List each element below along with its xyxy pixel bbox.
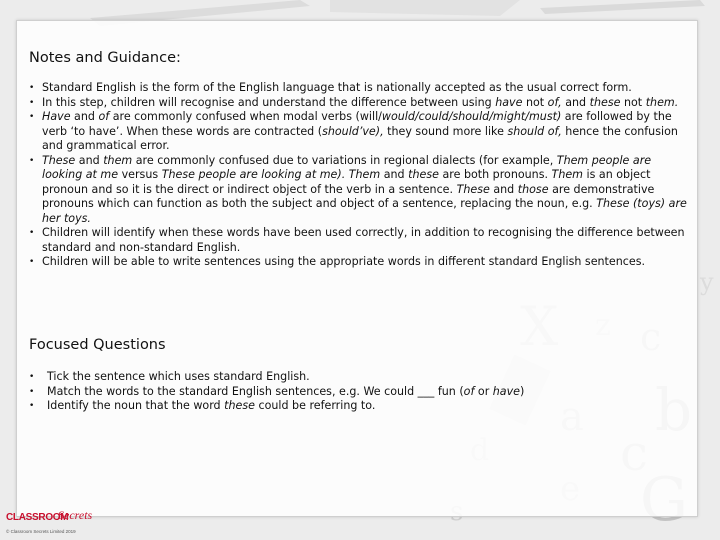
note-item-text: and (561, 95, 590, 109)
note-item-text: Have (42, 110, 71, 123)
note-item-text: should of, (507, 124, 562, 138)
note-item-text: of, (547, 95, 562, 109)
note-item (29, 81, 689, 96)
question-item-text: these (224, 399, 255, 412)
question-item-text: Match the words to the standard English sentences, e.g. We could ___ fun ( (47, 384, 464, 398)
note-item-text: are demonstrative pronouns which can function as both the subject and object of a sentence, replacing the noun, e.g. (42, 182, 655, 210)
note-item-text: and (70, 110, 99, 123)
note-item-text: are followed by the verb ‘to have’. When these words are contracted ( (42, 110, 672, 138)
note-item (29, 154, 689, 227)
note-item-text: those (517, 182, 549, 196)
question-item-text: or (474, 384, 493, 398)
note-item-text: not (620, 95, 646, 109)
note-item (29, 226, 689, 255)
note-item-text: Them (348, 168, 381, 181)
note-item (29, 255, 689, 270)
question-item (29, 385, 689, 400)
note-item-text: and (489, 182, 518, 196)
note-item-text: versus (118, 168, 162, 181)
note-item-text: hence the confusion and grammatical error. (42, 124, 678, 152)
note-item-text: them. (645, 95, 679, 109)
questions-list (29, 370, 689, 414)
note-item-text: are both pronouns. (438, 168, 552, 181)
question-item-text: have (492, 384, 521, 398)
copyright-text: © Classroom Secrets Limited 2019 (6, 529, 76, 534)
notes-heading: Notes and Guidance: (29, 50, 181, 66)
question-item (29, 399, 689, 414)
note-item-text: These (456, 182, 490, 196)
note-item-text: These people are looking at me). (161, 168, 346, 181)
note-item-text: have (495, 95, 523, 109)
note-item-text: These (42, 153, 76, 167)
note-item-text: Children will identify when these words have been used correctly, in addition to recognising the difference between standard and non-standard English. (42, 226, 685, 254)
note-item-text: are commonly confused when modal verbs (will/ (109, 110, 382, 123)
note-item-text: Children will be able to write sentences using the appropriate words in different standard English sentences. (42, 255, 645, 268)
question-item-text: ) (520, 384, 525, 398)
note-item-text: would/could/should/might/must) (381, 110, 562, 123)
note-item-text: them (103, 153, 133, 167)
note-item-text: In this step, children will recognise and understand the difference between using (42, 95, 496, 109)
note-item-text: not (522, 95, 548, 109)
note-item-text: and (380, 168, 409, 181)
notes-list (29, 81, 689, 270)
note-item-text: is an object pronoun and so it is the direct or indirect object of the verb in a sentence. (42, 168, 651, 196)
note-item-text: Them people are looking at me (42, 153, 652, 181)
note-item-text: these (408, 168, 439, 181)
question-item-text: Tick the sentence which uses standard English. (47, 370, 310, 383)
svg-text:y: y (700, 268, 714, 296)
note-item-text: These (toys) are her toys. (42, 197, 687, 225)
note-item-text: and (75, 153, 104, 167)
note-item-text: these (589, 95, 621, 109)
note-item-text: Standard English is the form of the English language that is nationally accepted as the usual correct form. (42, 81, 632, 94)
question-item (29, 370, 689, 385)
note-item (29, 96, 689, 111)
focused-questions-heading: Focused Questions (29, 337, 166, 353)
question-item-text: Identify the noun that the word (47, 399, 225, 412)
note-item-text: Them (551, 168, 583, 181)
logo-main-text: CLASSROOM (6, 512, 69, 523)
note-item-text: they sound more like (383, 124, 508, 138)
question-item-text: of (463, 384, 475, 398)
note-item-text: of (98, 110, 110, 123)
question-item-text: could be referring to. (254, 399, 376, 412)
note-item-text: are commonly confused due to variations in regional dialects (for example, (132, 153, 557, 167)
note-item-text: should’ve), (322, 124, 384, 138)
note-item (29, 110, 689, 154)
logo-script-text: Secrets (58, 508, 93, 522)
